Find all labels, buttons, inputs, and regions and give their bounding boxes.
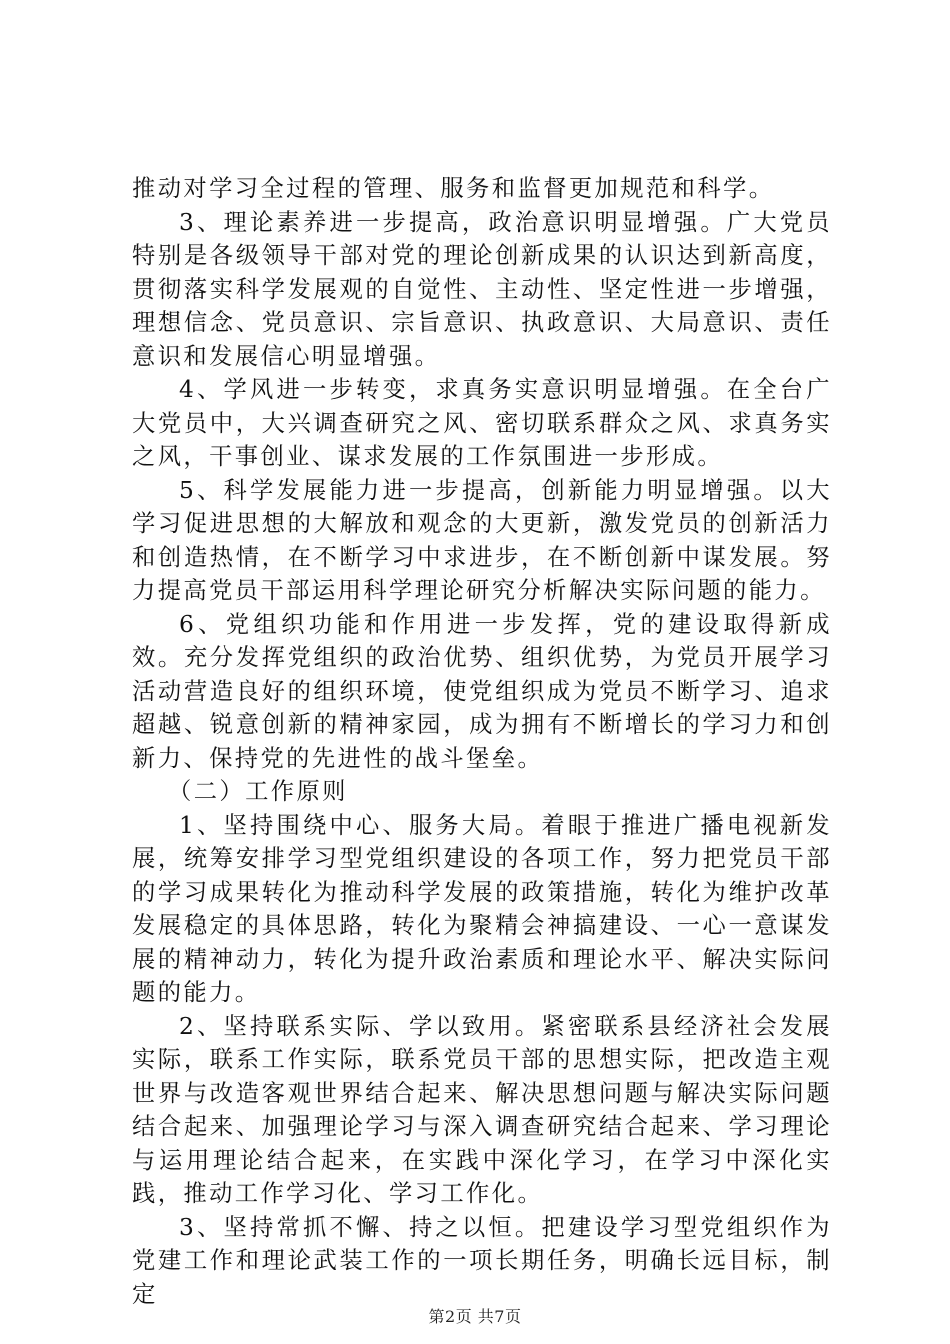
page-number-footer: 第2页 共7页 xyxy=(428,1307,522,1326)
paragraph: 4、学风进一步转变，求真务实意识明显增强。在全台广大党员中，大兴调查研究之风、密切联系群众之风、求真务实之风，干事创业、谋求发展的工作氛围进一步形成。 xyxy=(132,376,832,470)
paragraph: 3、理论素养进一步提高，政治意识明显增强。广大党员特别是各级领导干部对党的理论创新成果的认识达到新高度，贯彻落实科学发展观的自觉性、主动性、坚定性进一步增强，理想信念、党员意识、宗旨意识、执政意识、大局意识、责任意识和发展信心明显增强。 xyxy=(132,208,832,370)
paragraph: 3、坚持常抓不懈、持之以恒。把建设学习型党组织作为党建工作和理论武装工作的一项长期任务，明确长远目标，制定 xyxy=(132,1213,832,1308)
paragraph: 1、坚持围绕中心、服务大局。着眼于推进广播电视新发展，统筹安排学习型党组织建设的各项工作，努力把党员干部的学习成果转化为推动科学发展的政策措施，转化为维护改革发展稳定的具体思路，转化为聚精会神搞建设、一心一意谋发展的精神动力，转化为提升政治素质和理论水平、解决实际问题的能力。 xyxy=(132,811,832,1006)
paragraph: 推动对学习全过程的管理、服务和监督更加规范和科学。 xyxy=(132,175,775,202)
document-body xyxy=(132,172,832,1311)
section-heading: （二）工作原则 xyxy=(168,778,348,805)
paragraph: 2、坚持联系实际、学以致用。紧密联系县经济社会发展实际，联系工作实际，联系党员干部的思想实际，把改造主观世界与改造客观世界结合起来、解决思想问题与解决实际问题结合起来、加强理论学习与深入调查研究结合起来、学习理论与运用理论结合起来，在实践中深化学习，在学习中深化实践，推动工作学习化、学习工作化。 xyxy=(132,1012,832,1207)
paragraph: 6、党组织功能和作用进一步发挥，党的建设取得新成效。充分发挥党组织的政治优势、组织优势，为党员开展学习活动营造良好的组织环境，使党组织成为党员不断学习、追求超越、锐意创新的精神家园，成为拥有不断增长的学习力和创新力、保持党的先进性的战斗堡垒。 xyxy=(132,610,832,772)
paragraph: 5、科学发展能力进一步提高，创新能力明显增强。以大学习促进思想的大解放和观念的大更新，激发党员的创新活力和创造热情，在不断学习中求进步，在不断创新中谋发展。努力提高党员干部运用科学理论研究分析解决实际问题的能力。 xyxy=(132,476,832,604)
